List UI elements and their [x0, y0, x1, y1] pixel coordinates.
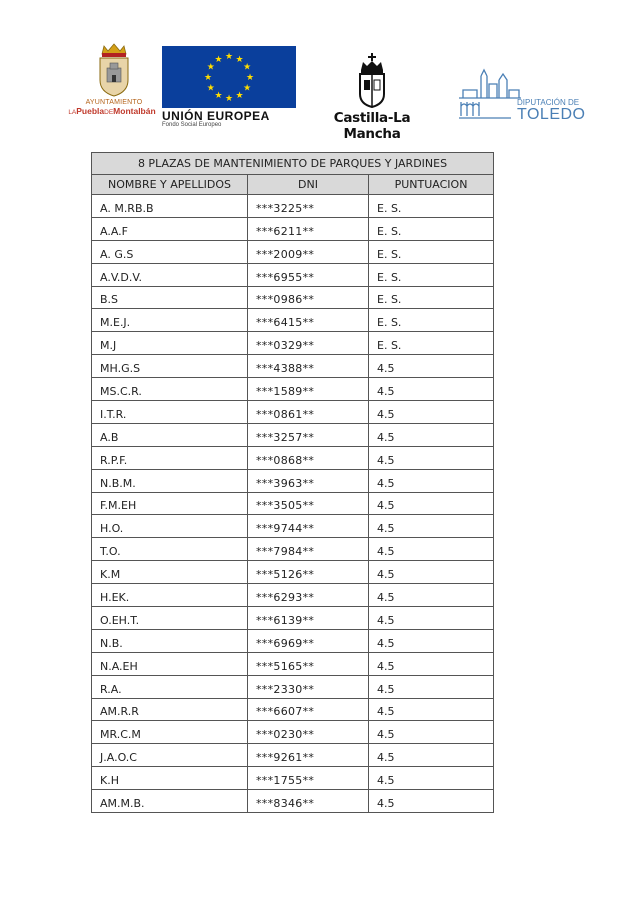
- cell-dni: ***1755**: [248, 767, 369, 790]
- table-row: [92, 401, 494, 424]
- cell-dni: ***0868**: [248, 446, 369, 469]
- cell-score: 4.5: [369, 790, 494, 813]
- eu-star-icon: ★: [224, 93, 234, 103]
- cell-score: 4.5: [369, 561, 494, 584]
- table-row: [92, 767, 494, 790]
- cell-name: A.V.D.V.: [92, 263, 248, 286]
- cell-name: J.A.O.C: [92, 744, 248, 767]
- table-header-row: [92, 175, 494, 195]
- toledo-logo: [455, 62, 585, 132]
- cell-name: MH.G.S: [92, 355, 248, 378]
- header-score: PUNTUACION: [369, 175, 494, 195]
- table-row: [92, 378, 494, 401]
- cell-name: R.A.: [92, 675, 248, 698]
- eu-star-icon: ★: [206, 61, 215, 72]
- cell-dni: ***7984**: [248, 538, 369, 561]
- cell-score: E. S.: [369, 195, 494, 218]
- cell-name: A.A.F: [92, 217, 248, 240]
- cell-score: 4.5: [369, 469, 494, 492]
- cell-name: MR.C.M: [92, 721, 248, 744]
- table-row: [92, 469, 494, 492]
- table-row: [92, 332, 494, 355]
- cell-name: N.B.: [92, 629, 248, 652]
- cell-dni: ***0861**: [248, 401, 369, 424]
- eu-logo: [162, 46, 302, 130]
- cell-score: 4.5: [369, 767, 494, 790]
- ayuntamiento-logo: [64, 42, 164, 122]
- table-row: [92, 652, 494, 675]
- cell-score: 4.5: [369, 423, 494, 446]
- table-row: [92, 675, 494, 698]
- cell-score: E. S.: [369, 309, 494, 332]
- eu-star-icon: ★: [235, 53, 244, 64]
- eu-star-icon: ★: [214, 90, 223, 101]
- eu-star-icon: ★: [243, 82, 252, 93]
- table-row: [92, 423, 494, 446]
- table-row: [92, 744, 494, 767]
- clm-title: Castilla-La Mancha: [333, 110, 411, 142]
- table-title: 8 PLAZAS DE MANTENIMIENTO DE PARQUES Y JARDINES: [92, 153, 494, 175]
- cell-name: B.S: [92, 286, 248, 309]
- toledo-skyline-icon: [455, 62, 525, 126]
- cell-dni: ***3257**: [248, 423, 369, 446]
- cell-score: 4.5: [369, 355, 494, 378]
- cell-score: E. S.: [369, 332, 494, 355]
- eu-title: UNIÓN EUROPEA: [162, 109, 270, 123]
- table-row: [92, 309, 494, 332]
- eu-star-icon: ★: [235, 90, 244, 101]
- cell-name: R.P.F.: [92, 446, 248, 469]
- table-row: [92, 561, 494, 584]
- cell-score: E. S.: [369, 240, 494, 263]
- cell-score: 4.5: [369, 652, 494, 675]
- cell-name: I.T.R.: [92, 401, 248, 424]
- table-row: [92, 629, 494, 652]
- cell-name: N.A.EH: [92, 652, 248, 675]
- cell-name: AM.M.B.: [92, 790, 248, 813]
- cell-score: 4.5: [369, 744, 494, 767]
- clm-crest-icon: [352, 52, 392, 108]
- table-row: [92, 286, 494, 309]
- toledo-line2: TOLEDO: [517, 106, 586, 123]
- cell-name: AM.R.R: [92, 698, 248, 721]
- coat-of-arms-icon: [94, 42, 134, 98]
- table-row: [92, 607, 494, 630]
- cell-score: 4.5: [369, 492, 494, 515]
- table-row: [92, 195, 494, 218]
- results-table: [91, 152, 494, 813]
- cell-dni: ***3963**: [248, 469, 369, 492]
- cell-dni: ***0230**: [248, 721, 369, 744]
- cell-score: E. S.: [369, 217, 494, 240]
- cell-dni: ***0986**: [248, 286, 369, 309]
- eu-star-icon: ★: [243, 61, 252, 72]
- cell-name: M.E.J.: [92, 309, 248, 332]
- cell-dni: ***6607**: [248, 698, 369, 721]
- eu-subtitle: Fondo Social Europeo: [162, 122, 222, 128]
- cell-score: 4.5: [369, 401, 494, 424]
- toledo-line1: DIPUTACIÓN DE: [517, 98, 580, 107]
- header-name: NOMBRE Y APELLIDOS: [92, 175, 248, 195]
- cell-name: N.B.M.: [92, 469, 248, 492]
- table-row: [92, 263, 494, 286]
- ayuntamiento-label: AYUNTAMIENTO: [85, 99, 143, 106]
- eu-star-icon: ★: [214, 53, 223, 64]
- header-dni: DNI: [248, 175, 369, 195]
- cell-dni: ***4388**: [248, 355, 369, 378]
- cell-name: H.O.: [92, 515, 248, 538]
- table-row: [92, 538, 494, 561]
- town-name: LAPueblaDEMontalbán: [68, 106, 156, 116]
- cell-dni: ***5126**: [248, 561, 369, 584]
- cell-dni: ***3225**: [248, 195, 369, 218]
- table-row: [92, 515, 494, 538]
- cell-score: 4.5: [369, 675, 494, 698]
- cell-name: M.J: [92, 332, 248, 355]
- cell-score: 4.5: [369, 515, 494, 538]
- cell-dni: ***6415**: [248, 309, 369, 332]
- table-row: [92, 355, 494, 378]
- cell-score: E. S.: [369, 286, 494, 309]
- cell-dni: ***5165**: [248, 652, 369, 675]
- cell-dni: ***9261**: [248, 744, 369, 767]
- table-row: [92, 721, 494, 744]
- cell-dni: ***8346**: [248, 790, 369, 813]
- cell-score: 4.5: [369, 721, 494, 744]
- eu-star-icon: ★: [203, 72, 213, 82]
- cell-name: K.H: [92, 767, 248, 790]
- cell-score: 4.5: [369, 607, 494, 630]
- cell-dni: ***6293**: [248, 584, 369, 607]
- eu-flag-icon: [162, 46, 296, 108]
- cell-dni: ***1589**: [248, 378, 369, 401]
- cell-name: A. M.RB.B: [92, 195, 248, 218]
- cell-score: 4.5: [369, 378, 494, 401]
- eu-star-icon: ★: [245, 72, 255, 82]
- cell-dni: ***2330**: [248, 675, 369, 698]
- clm-logo: [312, 52, 432, 142]
- cell-name: H.EK.: [92, 584, 248, 607]
- cell-dni: ***6211**: [248, 217, 369, 240]
- cell-dni: ***0329**: [248, 332, 369, 355]
- table-row: [92, 790, 494, 813]
- cell-score: 4.5: [369, 446, 494, 469]
- table-row: [92, 240, 494, 263]
- table-row: [92, 698, 494, 721]
- cell-name: T.O.: [92, 538, 248, 561]
- cell-dni: ***6955**: [248, 263, 369, 286]
- cell-score: 4.5: [369, 629, 494, 652]
- cell-score: 4.5: [369, 698, 494, 721]
- eu-star-icon: ★: [224, 51, 234, 61]
- cell-dni: ***9744**: [248, 515, 369, 538]
- cell-dni: ***3505**: [248, 492, 369, 515]
- cell-dni: ***6969**: [248, 629, 369, 652]
- cell-score: 4.5: [369, 538, 494, 561]
- table-row: [92, 492, 494, 515]
- cell-score: E. S.: [369, 263, 494, 286]
- table-row: [92, 217, 494, 240]
- cell-dni: ***2009**: [248, 240, 369, 263]
- cell-name: MS.C.R.: [92, 378, 248, 401]
- cell-name: A.B: [92, 423, 248, 446]
- cell-name: F.M.EH: [92, 492, 248, 515]
- cell-score: 4.5: [369, 584, 494, 607]
- cell-name: A. G.S: [92, 240, 248, 263]
- cell-name: K.M: [92, 561, 248, 584]
- cell-dni: ***6139**: [248, 607, 369, 630]
- table-row: [92, 446, 494, 469]
- table-row: [92, 584, 494, 607]
- eu-star-icon: ★: [206, 82, 215, 93]
- cell-name: O.EH.T.: [92, 607, 248, 630]
